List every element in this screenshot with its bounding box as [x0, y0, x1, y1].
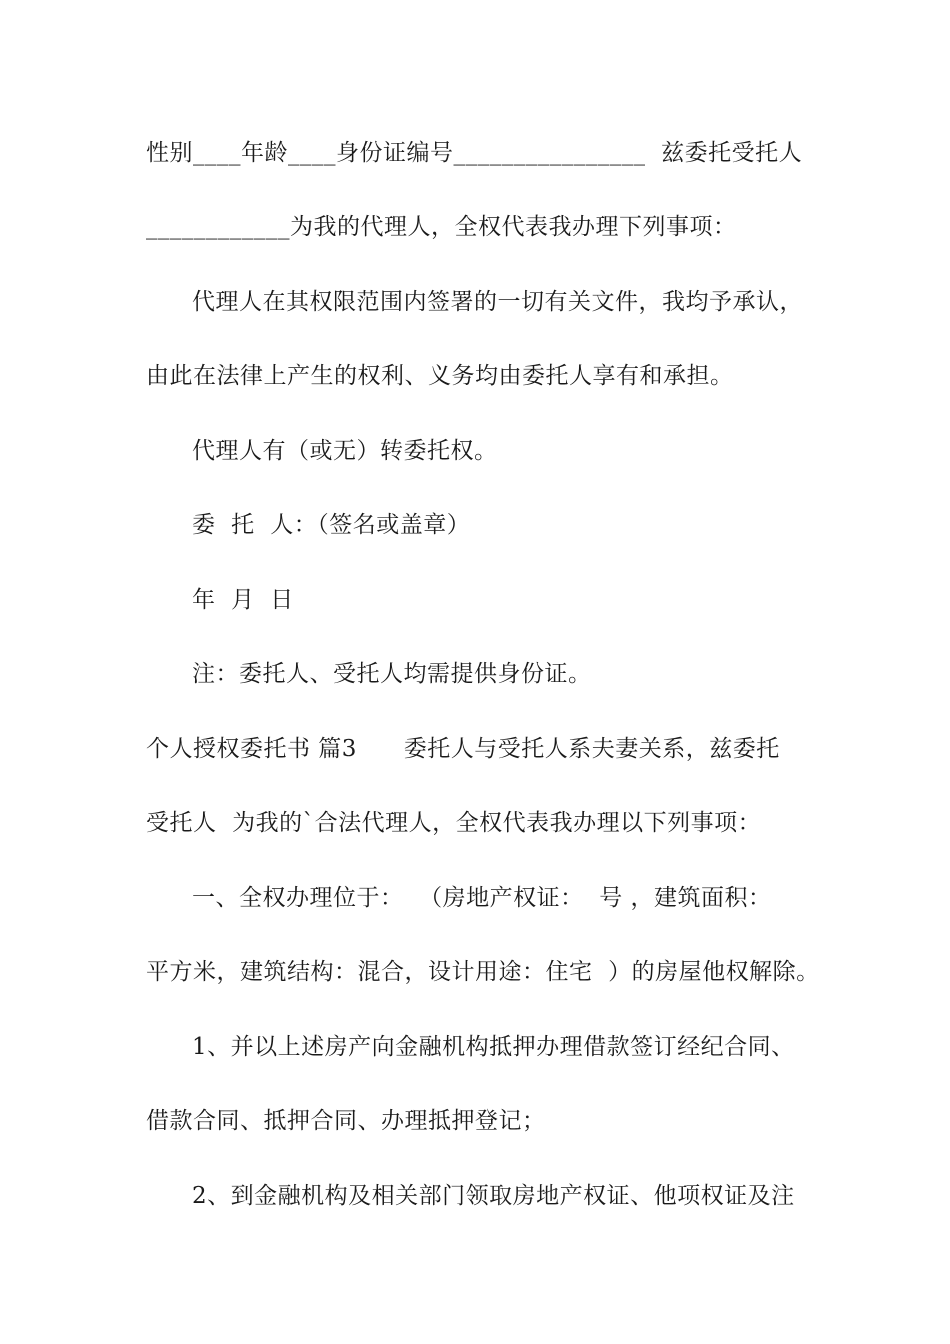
- paragraph-line: 代理人有（或无）转委托权。: [192, 438, 498, 464]
- text-line: 平方米，建筑结构：混合，设计用途：住宅 ）的房屋他权解除。: [146, 959, 820, 985]
- note-line: 注：委托人、受托人均需提供身份证。: [192, 661, 592, 687]
- signature-line: 委 托 人：（签名或盖章）: [192, 512, 471, 538]
- text-line: 受托人 为我的`合法代理人，全权代表我办理以下列事项：: [146, 810, 762, 836]
- list-item-line: 2、到金融机构及相关部门领取房地产权证、他项权证及注: [192, 1183, 795, 1209]
- list-item-line: 1、并以上述房产向金融机构抵押办理借款签订经纪合同、: [192, 1034, 795, 1060]
- list-item-line: 一、全权办理位于： （房地产权证： 号 ，建筑面积：: [192, 885, 772, 911]
- text-line: ____________为我的代理人，全权代表我办理下列事项：: [146, 214, 737, 240]
- date-line: 年 月 日: [192, 587, 294, 613]
- text-line: 借款合同、抵押合同、办理抵押登记；: [146, 1108, 546, 1134]
- paragraph-line: 代理人在其权限范围内签署的一切有关文件，我均予承认，: [192, 289, 803, 315]
- text-line: 性别____年龄____身份证编号________________ 兹委托受托人: [146, 140, 803, 166]
- text-line: 由此在法律上产生的权利、义务均由委托人享有和承担。: [146, 363, 734, 389]
- section-heading-line: 个人授权委托书 篇3 委托人与受托人系夫妻关系，兹委托: [146, 736, 780, 762]
